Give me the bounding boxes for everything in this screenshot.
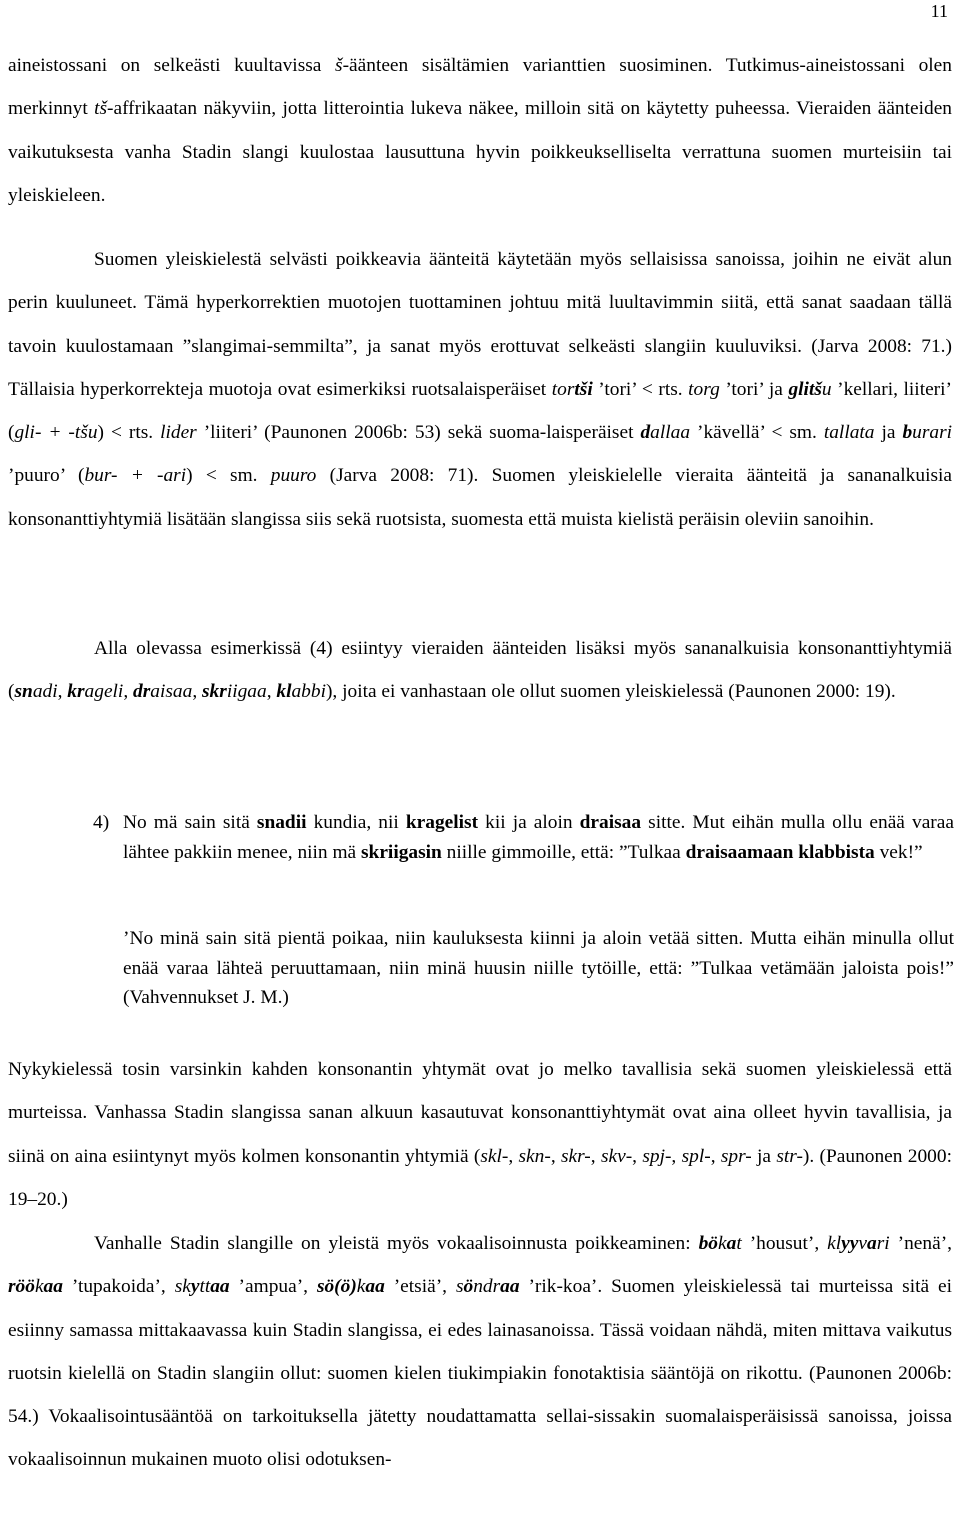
example-number: 4) bbox=[93, 812, 110, 833]
paragraph-2: Suomen yleiskielestä selvästi poikkeavia äänteitä käytetään myös sellaisissa sanoissa, joihin ne eivät alun perin kuuluneet. Tämä hyperkorrektien muotojen tuottaminen johtuu mitä luultavimmin siitä, että sanat saadaan tällä tavoin kuulostamaan ”slangimai-semmilta”, ja sanat myös erottuvat selkeästi slangiin kuuluviksi. (Jarva 2008: 71.) Tällaisia hyperkorrekteja muotoja ovat esimerkiksi ruotsalaisperäiset tortši ’tori’ < rts. torg ’tori’ ja glitšu ’kellari, liiteri’ (gli- + -tšu) < rts. lider ’liiteri’ (Paunonen 2006b: 53) sekä suoma-laisperäiset dallaa ’kävellä’ < sm. tallata ja burari ’puuro’ (bur- + -ari) < sm. puuro (Jarva 2008: 71). Suomen yleiskielelle vieraita äänteitä ja sananalkuisia konsonanttiyhtymiä lisätään slangissa siis sekä ruotsista, suomesta että muista kielistä peräisin oleviin sanoihin. bbox=[8, 249, 953, 530]
example-translation: ’No minä sain sitä pientä poikaa, niin kauluksesta kiinni ja aloin vetää sitten. Mutta eihän minulla ollut enää varaa lähteä peruuttamaan, niin minä huusin niille tytöille, että: ”Tulkaa vetämään jaloista pois!” (Vahvennukset J. M.) bbox=[123, 928, 954, 1008]
paragraph-3: Alla olevassa esimerkissä (4) esiintyy vieraiden äänteiden lisäksi myös sananalkuisia konsonanttiyhtymiä (snadi, krageli, draisaa, skriigaa, klabbi), joita ei vanhastaan ole ollut suomen yleiskielessä (Paunonen 2000: 19). bbox=[8, 638, 952, 703]
paragraph-5: Vanhalle Stadin slangille on yleistä myös vokaalisoinnusta poikkeaminen: bökat ’housut’, klyyvari ’nenä’, röökaa ’tupakoida’, skyttaa ’ampua’, sö(ö)kaa ’etsiä’, söndraa ’rik-koa’. Suomen yleiskielessä tai murteissa sitä ei esiinny samassa mittakaavassa kuin Stadin slangissa, ei edes lainasanoissa. Tässä voidaan nähdä, miten mittava vaikutus ruotsin kielellä on Stadin slangiin ollut: suomen kielen tiukimpiakin fonotaktisia sääntöjä on rikottu. (Paunonen 2006b: 54.) Vokaalisointusääntöä on tarkoituksella jätetty noudattamatta sellai-sissakin suomalaisperäisissä sanoissa, joissa vokaalisoinnun mukainen muoto olisi odotuksen- bbox=[8, 1233, 952, 1471]
page-number: 11 bbox=[930, 1, 948, 21]
example-slang-text: No mä sain sitä snadii kundia, nii kragelist kii ja aloin draisaa sitte. Mut eihän mulla ollu enää varaa lähtee pakkiin menee, niin mä skriigasin niille gimmoille, että: ”Tulkaa draisaamaan klabbista vek!” bbox=[123, 812, 954, 863]
paragraph-1: aineistossani on selkeästi kuultavissa š-äänteen sisältämien varianttien suosiminen. Tutkimus-aineistossani olen merkinnyt tš-affrikaatan näkyviin, jotta litterointia lukeva näkee, milloin sitä on käytetty puheessa. Vieraiden äänteiden vaikutuksesta vanha Stadin slangi kuulostaa lausuttuna hyvin poikkeukselliselta verrattuna suomen murteisiin tai yleiskieleen. bbox=[8, 55, 952, 206]
paragraph-4: Nykykielessä tosin varsinkin kahden konsonantin yhtymät ovat jo melko tavallisia sekä suomen yleiskielessä että murteissa. Vanhassa Stadin slangissa sanan alkuun kasautuvat konsonanttiyhtymät ovat aina olleet hyvin tavallisia, ja siinä on aina esiintynyt myös kolmen konsonantin yhtymiä (skl-, skn-, skr-, skv-, spj-, spl-, spr- ja str-). (Paunonen 2000: 19‒20.) bbox=[8, 1059, 952, 1210]
